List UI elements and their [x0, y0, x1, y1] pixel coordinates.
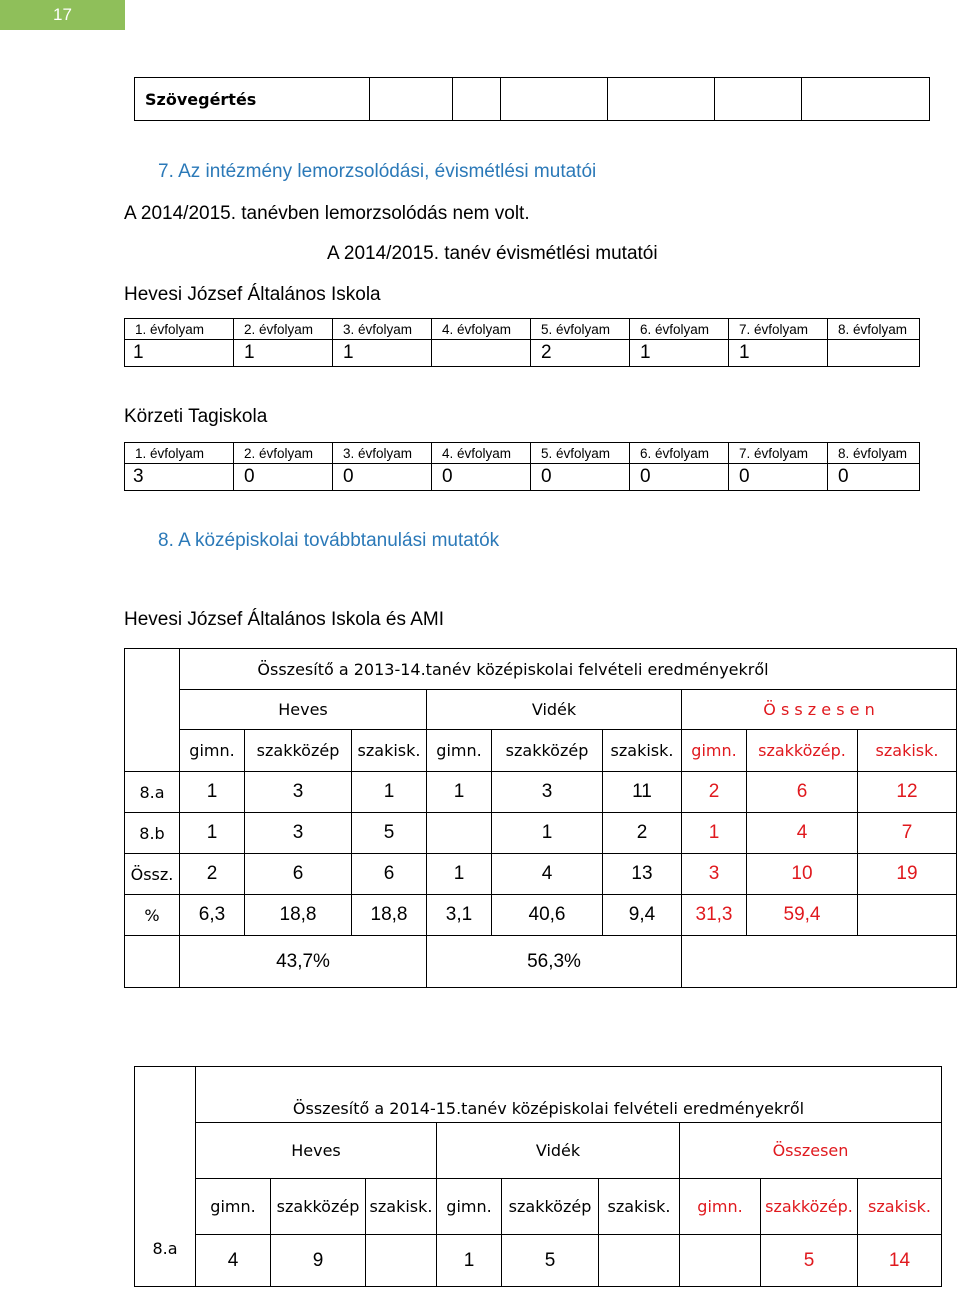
cell: 59,4	[747, 895, 858, 936]
cell: 3	[492, 772, 603, 813]
table-row	[125, 854, 957, 895]
subhead: gimn.	[180, 730, 245, 772]
grade-header: 6. évfolyam	[630, 319, 729, 340]
grade-header: 8. évfolyam	[828, 319, 920, 340]
repeat-subtitle: A 2014/2015. tanév évismétlési mutatói	[327, 243, 658, 264]
top-table-cell	[453, 78, 501, 121]
cell: 3	[682, 854, 747, 895]
cell: 12	[858, 772, 957, 813]
subhead: gimn.	[196, 1179, 271, 1235]
corner-cell	[125, 936, 180, 988]
grade-header: 7. évfolyam	[729, 443, 828, 464]
cell: 40,6	[492, 895, 603, 936]
grade-header: 3. évfolyam	[333, 443, 432, 464]
corner-cell	[125, 649, 180, 772]
top-table-cell	[802, 78, 930, 121]
dropout-note: A 2014/2015. tanévben lemorzsolódás nem volt.	[124, 203, 530, 224]
grade-value: 0	[828, 464, 920, 491]
cell: 1	[682, 813, 747, 854]
table-row	[125, 813, 957, 854]
subhead: szakközép	[271, 1179, 366, 1235]
cell: 18,8	[352, 895, 427, 936]
top-table-cell	[501, 78, 608, 121]
cell: 5	[352, 813, 427, 854]
cell: 10	[747, 854, 858, 895]
group-osszesen: Összesen	[680, 1123, 942, 1179]
cell: 6	[352, 854, 427, 895]
grade-value	[432, 340, 531, 367]
cell: 7	[858, 813, 957, 854]
grade-header: 4. évfolyam	[432, 443, 531, 464]
subhead: szakisk.	[858, 1179, 942, 1235]
subhead: szakisk.	[603, 730, 682, 772]
cell: 4	[492, 854, 603, 895]
cell	[427, 813, 492, 854]
grade-value: 1	[729, 340, 828, 367]
grade-value: 1	[630, 340, 729, 367]
cell: 9	[271, 1235, 366, 1287]
grade-value: 0	[234, 464, 333, 491]
grade-header: 6. évfolyam	[630, 443, 729, 464]
cell: 3	[245, 813, 352, 854]
top-table-cell	[370, 78, 453, 121]
grade-header: 7. évfolyam	[729, 319, 828, 340]
admission-table-2014	[134, 1066, 942, 1287]
cell: 1	[180, 813, 245, 854]
section8-title: 8. A középiskolai továbbtanulási mutatók	[158, 530, 500, 551]
school2-title: Körzeti Tagiskola	[124, 406, 268, 427]
subhead: gimn.	[680, 1179, 761, 1235]
subhead: szakközép	[245, 730, 352, 772]
subhead: szakisk.	[858, 730, 957, 772]
subhead: gimn.	[427, 730, 492, 772]
cell: 31,3	[682, 895, 747, 936]
cell	[680, 1235, 761, 1287]
table1-caption: Összesítő a 2013-14.tanév középiskolai felvételi eredményekről	[180, 649, 957, 690]
row-label: 8.a	[125, 772, 180, 813]
grade-value: 0	[333, 464, 432, 491]
cell: 13	[603, 854, 682, 895]
top-table-cell	[715, 78, 802, 121]
page-number: 17	[0, 0, 125, 30]
table-row	[125, 772, 957, 813]
cell: 1	[352, 772, 427, 813]
table-row	[125, 895, 957, 936]
cell: 4	[196, 1235, 271, 1287]
cell: 1	[180, 772, 245, 813]
table2-caption: Összesítő a 2014-15.tanév középiskolai felvételi eredményekről	[196, 1067, 942, 1123]
school1-title: Hevesi József Általános Iskola	[124, 284, 381, 305]
cell: 9,4	[603, 895, 682, 936]
subhead: szakközép.	[761, 1179, 858, 1235]
grade-value: 1	[333, 340, 432, 367]
row-label: 8.b	[125, 813, 180, 854]
cell: 2	[682, 772, 747, 813]
group-videk: Vidék	[437, 1123, 680, 1179]
grade-header: 5. évfolyam	[531, 319, 630, 340]
cell: 11	[603, 772, 682, 813]
cell	[858, 895, 957, 936]
empty-cell	[682, 936, 957, 988]
cell: 14	[858, 1235, 942, 1287]
top-table-label: Szövegértés	[135, 78, 370, 121]
school3-title: Hevesi József Általános Iskola és AMI	[124, 609, 444, 630]
cell: 3	[245, 772, 352, 813]
subhead: gimn.	[682, 730, 747, 772]
grade-value: 0	[531, 464, 630, 491]
cell: 5	[761, 1235, 858, 1287]
cell	[599, 1235, 680, 1287]
cell: 1	[437, 1235, 502, 1287]
grade-header: 8. évfolyam	[828, 443, 920, 464]
grade-header: 4. évfolyam	[432, 319, 531, 340]
total-heves: 43,7%	[180, 936, 427, 988]
group-heves: Heves	[180, 690, 427, 730]
row-label: %	[125, 895, 180, 936]
subhead: szakisk.	[599, 1179, 680, 1235]
subhead: szakisk.	[352, 730, 427, 772]
cell: 3,1	[427, 895, 492, 936]
row-label: 8.a	[135, 1067, 196, 1287]
grade-header: 3. évfolyam	[333, 319, 432, 340]
grade-value	[828, 340, 920, 367]
cell	[366, 1235, 437, 1287]
row-label: Össz.	[125, 854, 180, 895]
subhead: gimn.	[437, 1179, 502, 1235]
grade-value: 2	[531, 340, 630, 367]
grade-value: 3	[125, 464, 234, 491]
cell: 1	[427, 854, 492, 895]
group-osszesen: Ö s s z e s e n	[682, 690, 957, 730]
grade-value: 0	[729, 464, 828, 491]
grade-header: 1. évfolyam	[125, 443, 234, 464]
cell: 5	[502, 1235, 599, 1287]
grade-value: 1	[234, 340, 333, 367]
total-videk: 56,3%	[427, 936, 682, 988]
grade-value: 0	[630, 464, 729, 491]
cell: 4	[747, 813, 858, 854]
repeat-table-2	[124, 442, 920, 491]
cell: 6	[747, 772, 858, 813]
repeat-table-1	[124, 318, 920, 367]
cell: 2	[603, 813, 682, 854]
grade-header: 2. évfolyam	[234, 443, 333, 464]
top-table	[134, 77, 930, 121]
grade-header: 1. évfolyam	[125, 319, 234, 340]
grade-value: 1	[125, 340, 234, 367]
subhead: szakközép	[492, 730, 603, 772]
cell: 1	[427, 772, 492, 813]
cell: 6,3	[180, 895, 245, 936]
cell: 6	[245, 854, 352, 895]
cell: 1	[492, 813, 603, 854]
group-videk: Vidék	[427, 690, 682, 730]
cell: 19	[858, 854, 957, 895]
grade-value: 0	[432, 464, 531, 491]
subhead: szakisk.	[366, 1179, 437, 1235]
admission-table-2013	[124, 648, 957, 988]
section7-title: 7. Az intézmény lemorzsolódási, évismétlési mutatói	[158, 161, 597, 182]
grade-header: 5. évfolyam	[531, 443, 630, 464]
cell: 2	[180, 854, 245, 895]
grade-header: 2. évfolyam	[234, 319, 333, 340]
cell: 18,8	[245, 895, 352, 936]
group-heves: Heves	[196, 1123, 437, 1179]
top-table-cell	[608, 78, 715, 121]
subhead: szakközép	[502, 1179, 599, 1235]
table-row	[135, 1235, 942, 1287]
subhead: szakközép.	[747, 730, 858, 772]
